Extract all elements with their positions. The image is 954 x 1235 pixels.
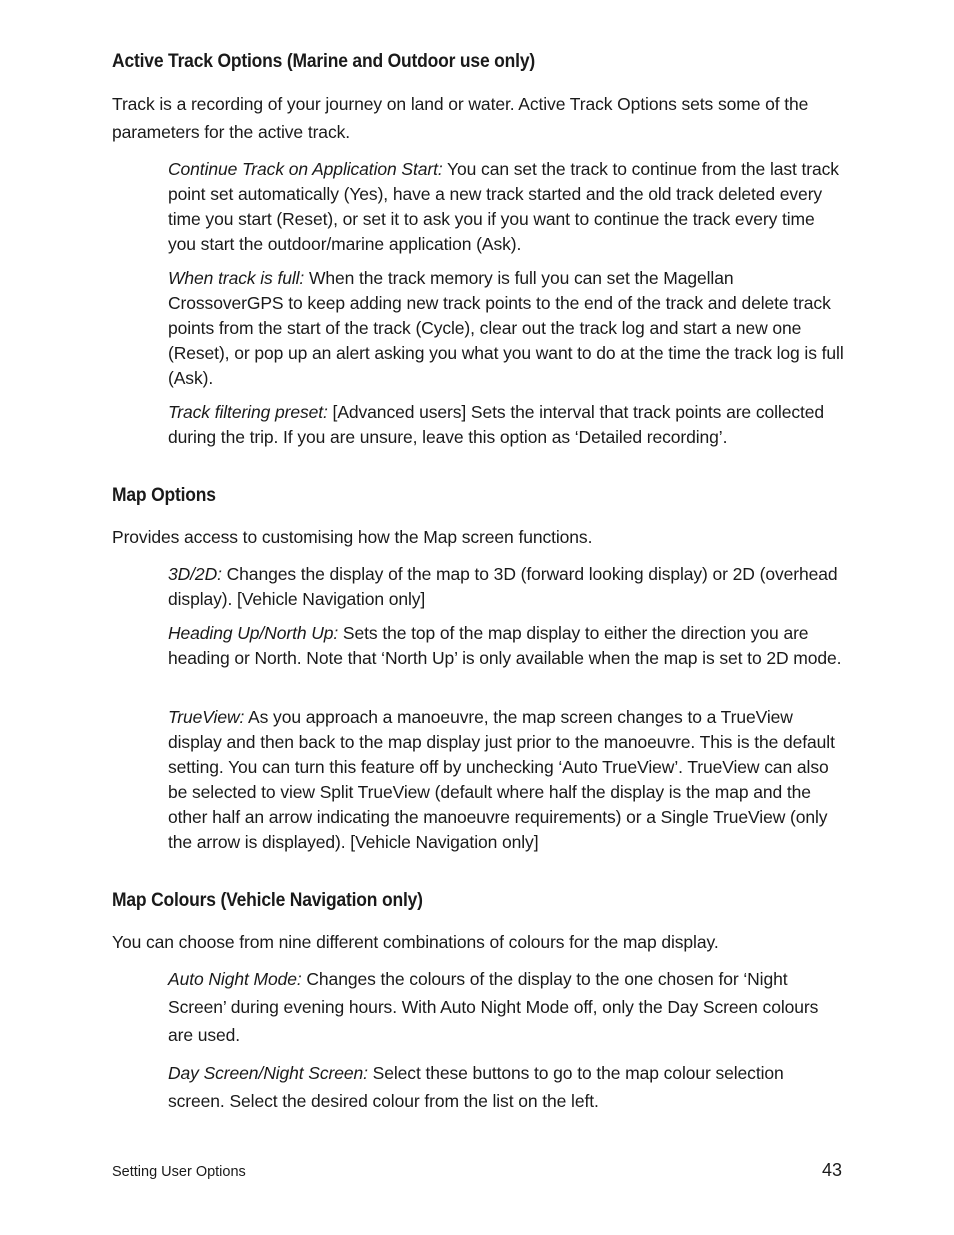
page-number: 43 xyxy=(821,1160,842,1180)
option-term: Continue Track on Application Start: xyxy=(168,159,443,179)
option-day-night-screen xyxy=(168,1059,844,1115)
option-auto-night-mode xyxy=(168,965,844,1049)
option-trueview xyxy=(168,705,844,855)
option-term: Auto Night Mode: xyxy=(168,969,302,989)
option-continue-track xyxy=(168,157,844,257)
intro-map-colours: You can choose from nine different combinations of colours for the map display. xyxy=(112,932,719,952)
heading-map-options: Map Options xyxy=(112,485,216,506)
intro-map-options: Provides access to customising how the Map screen functions. xyxy=(112,527,593,547)
option-description: As you approach a manoeuvre, the map screen changes to a TrueView display and then back to the map display just prior to the manoeuvre. This is the default setting. You can turn this feature off by unchecking ‘Auto TrueView’. TrueView can also be selected to view Split TrueView (default where half the display is the map and the other half an arrow indicating the manoeuvre requirements) or a Single TrueView (only the arrow is displayed). [Vehicle Navigation only] xyxy=(168,707,835,852)
option-track-filtering xyxy=(168,400,844,450)
option-3d-2d xyxy=(168,562,844,612)
option-description: Changes the display of the map to 3D (forward looking display) or 2D (overhead display). [Vehicle Navigation only] xyxy=(168,564,838,609)
option-term: 3D/2D: xyxy=(168,564,222,584)
option-term: Heading Up/North Up: xyxy=(168,623,339,643)
option-description: Sets the top of the map display to either the direction you are heading or North. Note that ‘North Up’ is only available when the map is set to 2D mode. xyxy=(168,623,842,668)
option-description: [Advanced users] Sets the interval that track points are collected during the trip. If you are unsure, leave this option as ‘Detailed recording’. xyxy=(168,402,825,447)
option-description: Select these buttons to go to the map colour selection screen. Select the desired colour from the list on the left. xyxy=(168,1063,784,1111)
heading-active-track-options: Active Track Options (Marine and Outdoor use only) xyxy=(112,51,536,72)
footer-section-name: Setting User Options xyxy=(112,1164,246,1180)
option-term: TrueView: xyxy=(168,707,245,727)
option-term: Track filtering preset: xyxy=(168,402,328,422)
heading-map-colours: Map Colours (Vehicle Navigation only) xyxy=(112,890,423,911)
option-when-track-full xyxy=(168,266,844,391)
option-term: Day Screen/Night Screen: xyxy=(168,1063,368,1083)
option-term: When track is full: xyxy=(168,268,305,288)
option-description: Changes the colours of the display to the one chosen for ‘Night Screen’ during evening hours. With Auto Night Mode off, only the Day Screen colours are used. xyxy=(168,969,819,1045)
option-description: When the track memory is full you can set the Magellan CrossoverGPS to keep adding new track points to the end of the track and delete track points from the start of the track (Cycle), clear out the track log and start a new one (Reset), or pop up an alert asking you what you want to do at the time the track log is full (Ask). xyxy=(168,268,844,388)
intro-active-track-options: Track is a recording of your journey on land or water. Active Track Options sets some of the parameters for the active track. xyxy=(112,94,809,142)
option-heading-north-up xyxy=(168,621,844,671)
option-description: You can set the track to continue from the last track point set automatically (Yes), have a new track started and the old track deleted every time you start (Reset), or set it to ask you if you want to continue the track every time you start the outdoor/marine application (Ask). xyxy=(168,159,839,254)
